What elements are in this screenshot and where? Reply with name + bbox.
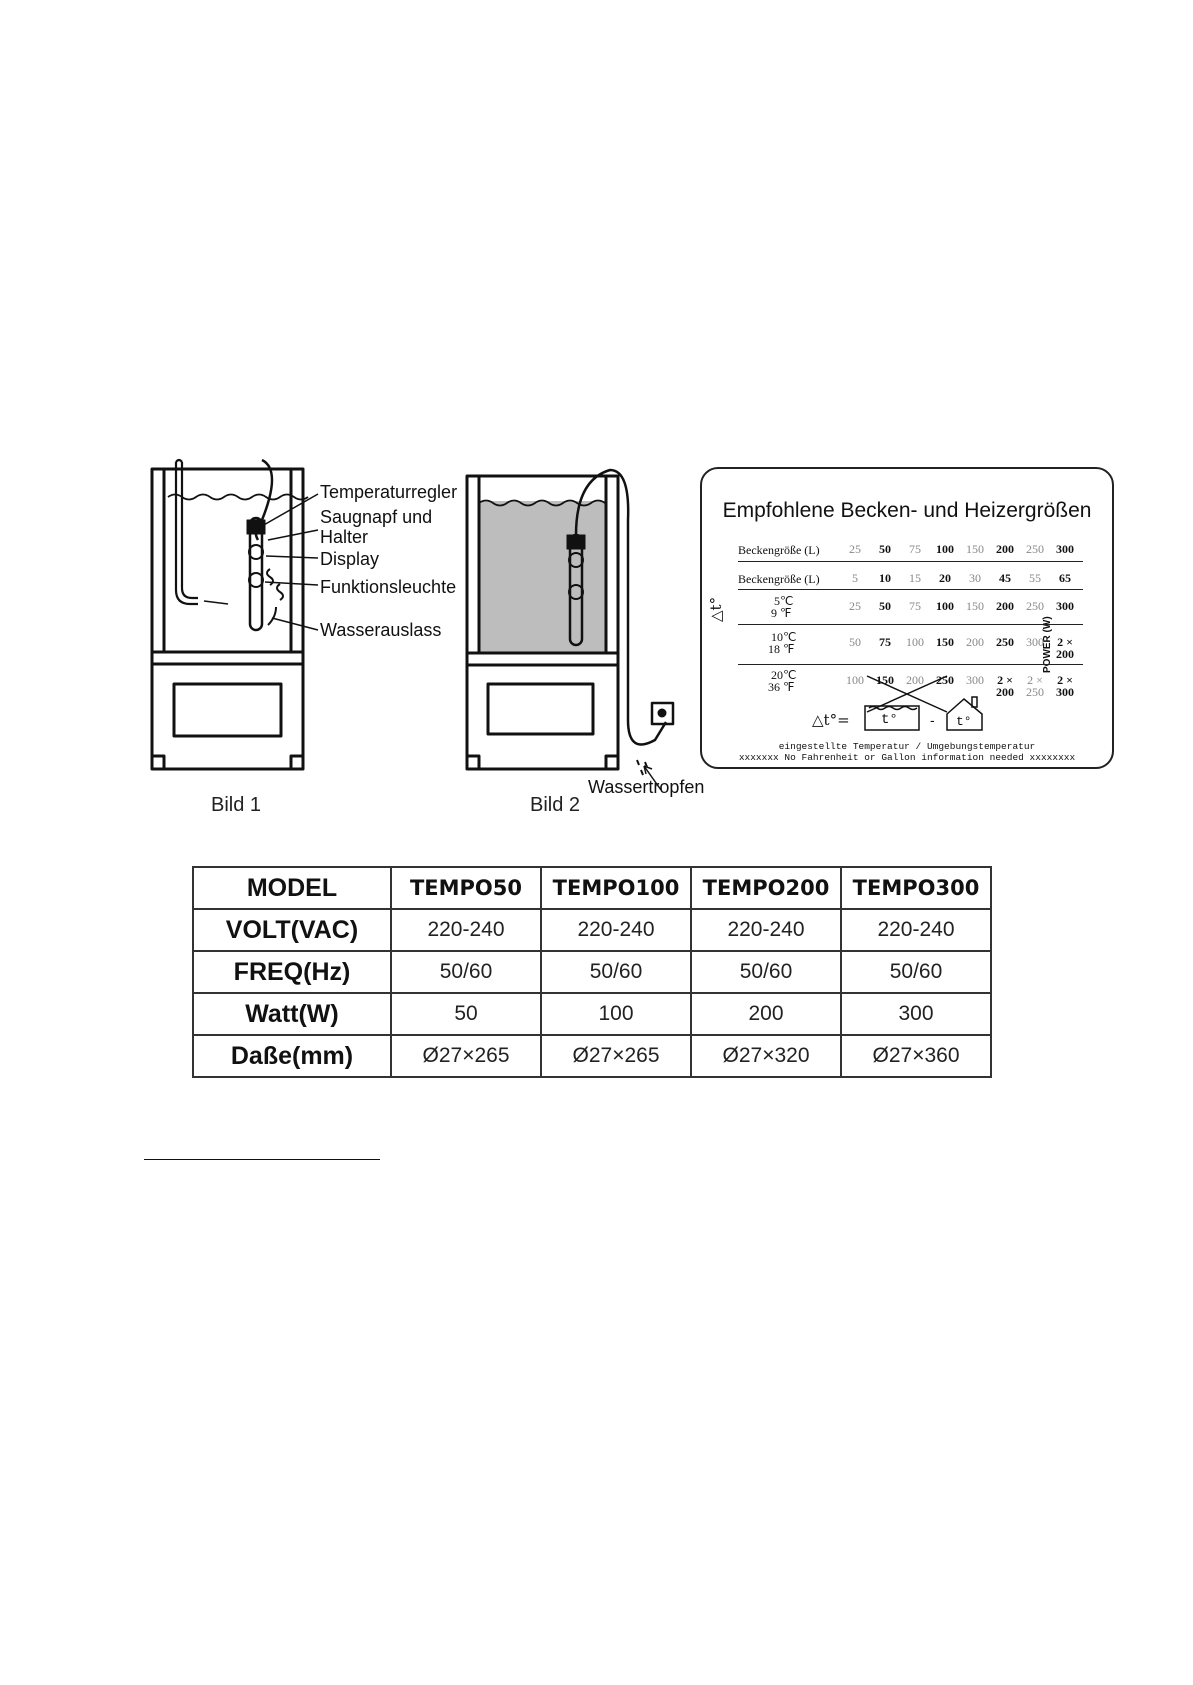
table-row <box>193 909 991 951</box>
rec-cell: 30 <box>969 571 981 585</box>
rec-cell: 45 <box>999 571 1011 585</box>
rec-cell: 150 <box>966 542 984 556</box>
model-header: MODEL <box>193 867 391 909</box>
label-suction-cup-line1: Saugnapf und <box>320 507 433 527</box>
table-cell: 200 <box>691 993 841 1035</box>
table-cell: 50/60 <box>691 951 841 993</box>
table-cell: 220-240 <box>391 909 541 951</box>
rec-cell: 50 <box>849 635 861 649</box>
table-row <box>193 993 991 1035</box>
rec-row-label-f: 9 ℉ <box>771 606 792 620</box>
table-cell: Ø27×265 <box>391 1035 541 1077</box>
table-cell: 220-240 <box>841 909 991 951</box>
rec-cell: 200 <box>1056 647 1074 661</box>
formula-note: eingestellte Temperatur / Umgebungstemperatur <box>778 741 1036 752</box>
table-cell: 300 <box>841 993 991 1035</box>
delta-t-formula-drawing <box>702 469 1116 771</box>
table-cell: 50/60 <box>541 951 691 993</box>
table-cell: 220-240 <box>691 909 841 951</box>
rec-cell: 250 <box>936 673 954 687</box>
rec-cell: 65 <box>1059 571 1071 585</box>
table-cell: Ø27×265 <box>541 1035 691 1077</box>
rec-cell: 2 × <box>1057 673 1073 687</box>
rec-cell: 250 <box>1026 599 1044 613</box>
rec-cell: 50 <box>879 599 891 613</box>
rec-row-label: Beckengröße (L) <box>738 543 820 557</box>
recommendation-panel <box>700 467 1114 769</box>
rec-cell: 200 <box>906 673 924 687</box>
label-temperature-regulator: Temperaturregler <box>320 482 458 502</box>
rec-row-label-f: 36 ℉ <box>768 680 795 694</box>
model-name: TEMPO100 <box>541 867 691 909</box>
rec-cell: 100 <box>846 673 864 687</box>
rec-cell: 25 <box>849 542 861 556</box>
formula-room-temp: t° <box>956 714 972 729</box>
rec-row-label-c: 5℃ <box>774 594 794 608</box>
row-label: Watt(W) <box>193 993 391 1035</box>
table-cell: 50 <box>391 993 541 1035</box>
rec-cell: 100 <box>936 599 954 613</box>
rec-cell: 200 <box>966 635 984 649</box>
label-suction-cup-line2: Halter <box>320 527 369 547</box>
rec-cell: 300 <box>966 673 984 687</box>
table-cell: 50/60 <box>841 951 991 993</box>
row-label: Daße(mm) <box>193 1035 391 1077</box>
rec-cell: 5 <box>852 571 858 585</box>
rec-cell: 25 <box>849 599 861 613</box>
rec-cell: 2 × <box>1027 673 1043 687</box>
power-axis-label: POWER (W) <box>1042 616 1053 673</box>
rec-row-label-c: 10℃ <box>771 630 797 644</box>
table-cell: Ø27×360 <box>841 1035 991 1077</box>
figure1-caption: Bild 1 <box>211 794 262 816</box>
rec-cell: 55 <box>1029 571 1041 585</box>
formula-delta: △t°= <box>812 711 850 729</box>
model-name: TEMPO50 <box>391 867 541 909</box>
model-name: TEMPO300 <box>841 867 991 909</box>
model-name: TEMPO200 <box>691 867 841 909</box>
table-cell: Ø27×320 <box>691 1035 841 1077</box>
table-cell: 100 <box>541 993 691 1035</box>
rec-row-label-c: 20℃ <box>771 668 797 682</box>
units-note: xxxxxxx No Fahrenheit or Gallon information needed xxxxxxxx <box>738 752 1076 763</box>
rec-cell: 2 × <box>1057 635 1073 649</box>
figure2-caption: Bild 2 <box>530 794 581 816</box>
rec-cell: 10 <box>879 571 891 585</box>
rec-cell: 250 <box>1026 542 1044 556</box>
rec-cell: 100 <box>906 635 924 649</box>
label-display: Display <box>320 549 380 569</box>
rec-row-label-f: 18 ℉ <box>768 642 795 656</box>
rec-cell: 2 × <box>997 673 1013 687</box>
rec-cell: 250 <box>1026 685 1044 699</box>
table-cell: 220-240 <box>541 909 691 951</box>
rec-cell: 200 <box>996 542 1014 556</box>
footnote-separator <box>144 1159 380 1160</box>
rec-cell: 20 <box>939 571 951 585</box>
table-row <box>193 1035 991 1077</box>
row-label: VOLT(VAC) <box>193 909 391 951</box>
specification-table <box>192 866 992 1078</box>
rec-cell: 200 <box>996 685 1014 699</box>
delta-t-symbol: △t° <box>707 596 725 622</box>
rec-cell: 150 <box>966 599 984 613</box>
rec-cell: 15 <box>909 571 921 585</box>
formula-minus: - <box>930 712 935 728</box>
rec-cell: 75 <box>909 599 921 613</box>
table-row <box>193 867 991 909</box>
figure1-tank-drawing <box>152 460 318 769</box>
rec-cell: 300 <box>1056 542 1074 556</box>
row-label: FREQ(Hz) <box>193 951 391 993</box>
rec-cell: 300 <box>1056 599 1074 613</box>
recommendation-title: Empfohlene Becken- und Heizergrößen <box>722 499 1092 522</box>
rec-cell: 75 <box>879 635 891 649</box>
rec-cell: 150 <box>936 635 954 649</box>
rec-cell: 100 <box>936 542 954 556</box>
rec-cell: 75 <box>909 542 921 556</box>
rec-cell: 200 <box>996 599 1014 613</box>
table-cell: 50/60 <box>391 951 541 993</box>
label-water-outlet: Wasserauslass <box>320 620 442 640</box>
rec-cell: 250 <box>996 635 1014 649</box>
figure2-tank-drawing <box>467 470 673 790</box>
rec-cell: 300 <box>1056 685 1074 699</box>
rec-cell: 50 <box>879 542 891 556</box>
label-water-drops: Wassertropfen <box>588 777 705 797</box>
rec-row-label: Beckengröße (L) <box>738 572 820 586</box>
table-row <box>193 951 991 993</box>
rec-cell: 150 <box>876 673 894 687</box>
label-function-light: Funktionsleuchte <box>320 577 457 597</box>
formula-tank-temp: t° <box>881 712 898 728</box>
rec-cell: 300 <box>1026 635 1044 649</box>
